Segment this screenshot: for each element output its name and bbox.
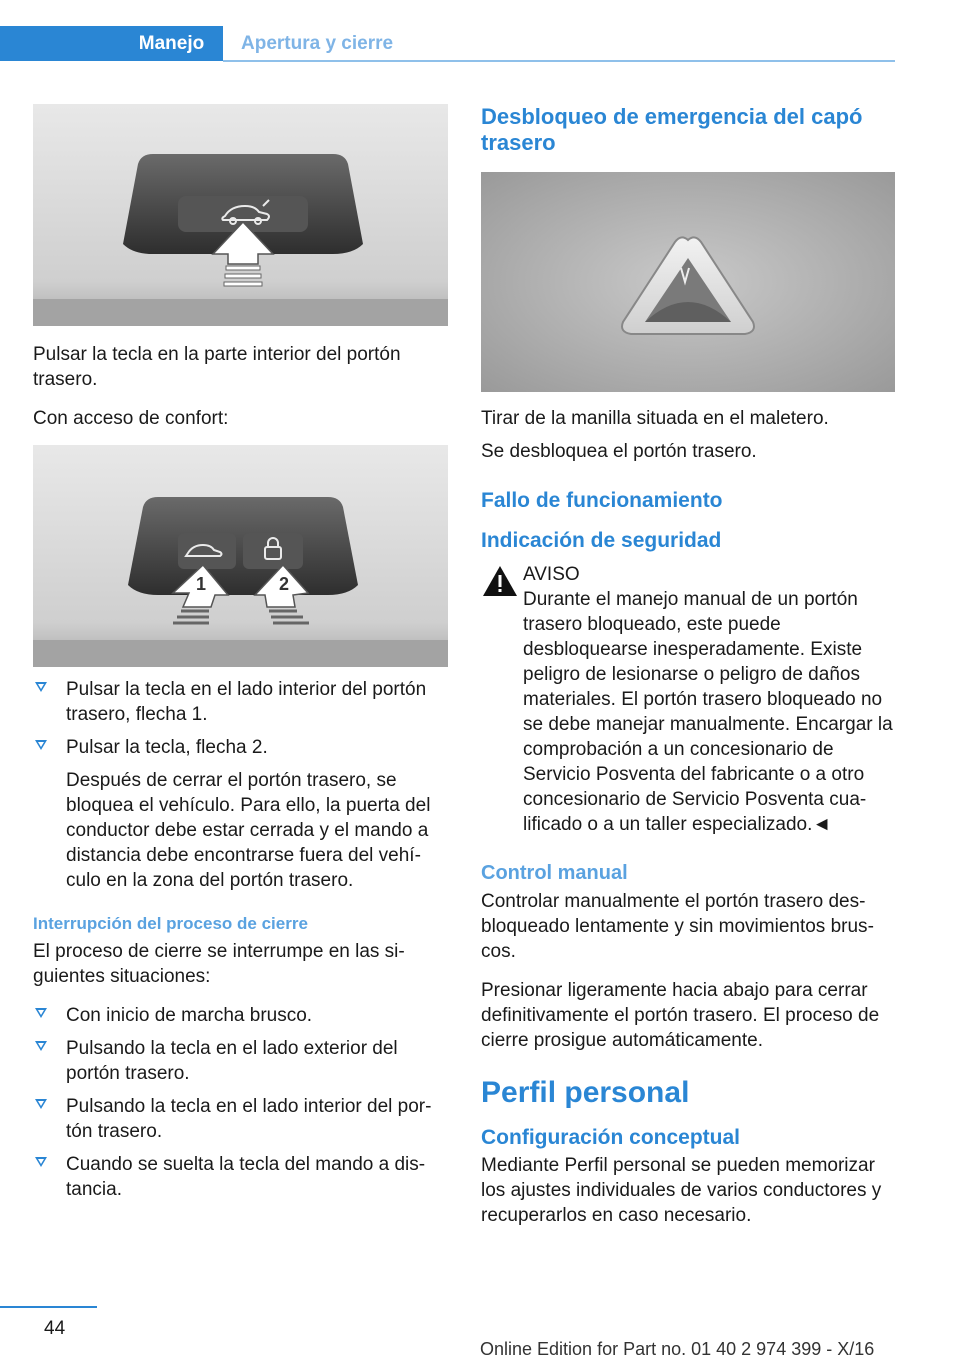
malfunction-heading: Fallo de funcionamiento: [481, 489, 723, 512]
concept-heading: Configuración conceptual: [481, 1126, 741, 1149]
list-item-text: Pulsando la tecla en el lado exterior del portón trasero.: [66, 1038, 398, 1084]
chapter-header: [0, 26, 895, 62]
edition-text: Online Edition for Part no. 01 40 2 974 399 - X/16: [480, 1339, 875, 1359]
warning-triangle-icon: [481, 564, 519, 598]
header-rule: [223, 60, 895, 62]
right-column: [481, 104, 895, 1242]
arrow-label-2: 2: [279, 574, 290, 594]
list-item-text: Pulsando la tecla en el lado interior del portón trasero.: [66, 1096, 432, 1142]
page-footer: [0, 1306, 960, 1362]
interrupt-intro: El proceso de cierre se interrumpe en las siguientes situaciones:: [33, 941, 405, 987]
manual-operation-heading: Control manual: [481, 862, 628, 884]
triangle-bullet-icon: [35, 740, 47, 750]
warning-body: Durante el manejo manual de un portón trasero bloqueado, este puede desbloquearse inesperadamente. Existe peligro de lesionarse o peligro de daños materiales. El portón trasero bloqueado no se debe manejar manualmente. Encargar la comprobación a un concesionario de Servicio Posventa del fabricante o a otro concesionario de Servicio Posventa cualificado o a un taller especializado.◄: [523, 589, 893, 835]
unlock-result-text: Se desbloquea el portón trasero.: [481, 441, 757, 462]
page-number-rule: [0, 1306, 97, 1308]
list-item-text: Cuando se suelta la tecla del mando a distancia.: [66, 1154, 426, 1200]
warning-block: [481, 562, 895, 837]
section-tab-apertura[interactable]: Apertura y cierre: [241, 33, 394, 54]
manual-operation-text-2: Presionar ligeramente hacia abajo para cerrar definitivamente el portón trasero. El proceso de cierre prosigue automáticamente.: [481, 980, 880, 1051]
concept-text: Mediante Perfil personal se pueden memorizar los ajustes individuales de varios conductores y recuperarlos en caso necesario.: [481, 1155, 882, 1226]
caption-press-interior: Pulsar la tecla en la parte interior del portón trasero.: [33, 344, 401, 390]
comfort-buttons-illustration: [33, 445, 448, 667]
tailgate-button-image: [33, 104, 448, 326]
list-item-text: Pulsar la tecla en el lado interior del portón trasero, flecha 1.: [66, 679, 427, 725]
emergency-handle-image: [481, 172, 895, 392]
list-item-text: Pulsar la tecla, flecha 2.: [66, 737, 268, 758]
list-item: [33, 677, 448, 727]
triangle-bullet-icon: [35, 1157, 47, 1167]
chapter-tab-manejo[interactable]: Manejo: [138, 33, 205, 54]
list-item: [33, 1036, 448, 1086]
tailgate-button-illustration: [33, 104, 448, 326]
emergency-handle-illustration: [481, 172, 895, 392]
list-item-subtext: Después de cerrar el portón trasero, se bloquea el vehículo. Para ello, la puerta del conductor debe estar cerrada y el mando a distancia debe encontrarse fuera del vehículo en la zona del portón trasero.: [66, 770, 431, 891]
safety-note-heading: Indicación de seguridad: [481, 529, 722, 552]
list-item-text: Con inicio de marcha brusco.: [66, 1005, 313, 1026]
interrupt-heading: Interrupción del proceso de cierre: [33, 914, 308, 933]
triangle-bullet-icon: [35, 1099, 47, 1109]
arrow-label-1: 1: [196, 574, 207, 594]
list-item: [33, 735, 448, 893]
warning-title: AVISO: [523, 564, 580, 585]
triangle-bullet-icon: [35, 1041, 47, 1051]
triangle-bullet-icon: [35, 682, 47, 692]
pull-handle-text: Tirar de la manilla situada en el maletero.: [481, 408, 829, 429]
interrupt-list: [33, 1003, 448, 1202]
left-column: [33, 104, 448, 1216]
list-item: [33, 1094, 448, 1144]
comfort-steps-list: [33, 677, 448, 893]
comfort-access-label: Con acceso de confort:: [33, 408, 229, 429]
emergency-release-heading: Desbloqueo de emergencia del capó trasero: [481, 104, 863, 155]
personal-profile-heading: Perfil personal: [481, 1076, 690, 1109]
comfort-buttons-image: [33, 445, 448, 667]
manual-operation-text-1: Controlar manualmente el portón trasero desbloqueado lentamente y sin movimientos bruscos.: [481, 891, 874, 962]
list-item: [33, 1152, 448, 1202]
list-item: [33, 1003, 448, 1028]
page-number: 44: [44, 1318, 66, 1339]
triangle-bullet-icon: [35, 1008, 47, 1018]
